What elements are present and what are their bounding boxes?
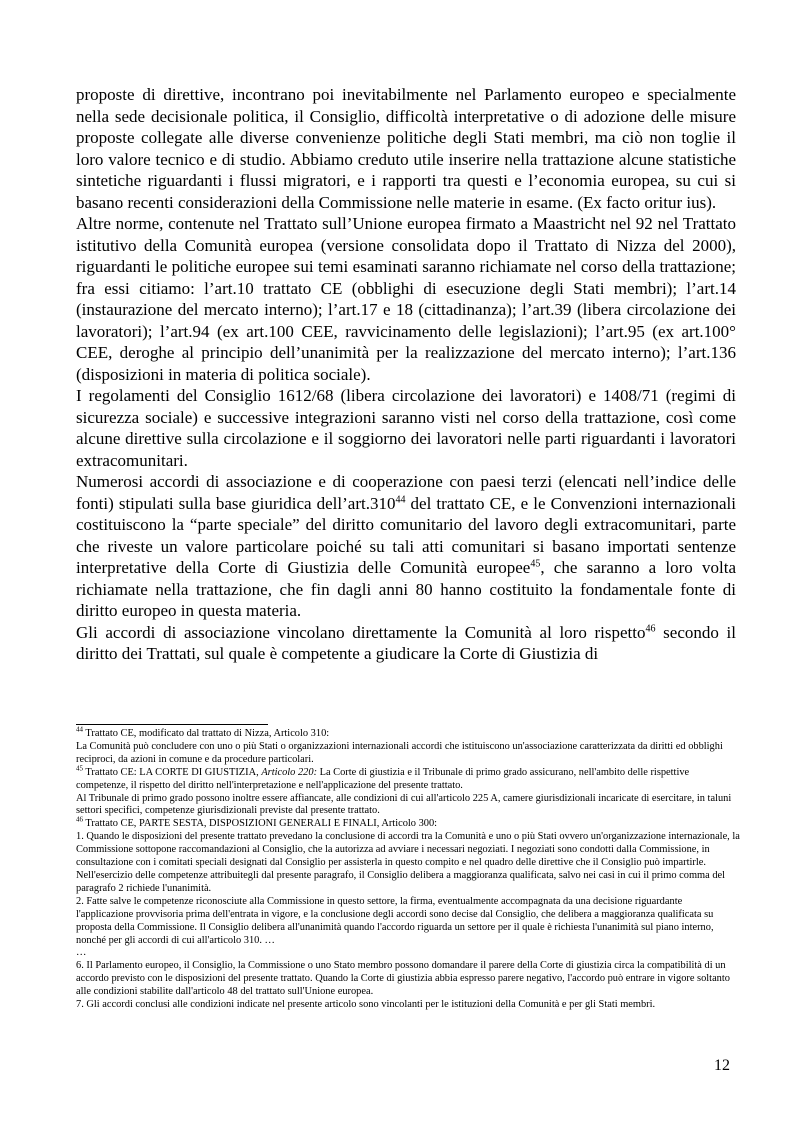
footnote-46-paragraph-2: 2. Fatte salve le competenze riconosciute alla Commissione in questo settore, la firma, eventualmente accompagnata da una decisione riguardante l'applicazione provvisoria prima dell'entrata in vigore, e la conclusione degli accordi sono decise dal Consiglio, che delibera a maggioranza qualificata su proposta della Commissione. Il Consiglio delibera all'unanimità quando l'accordo riguarda un settore per il quale è richiesta l'unanimità sul piano interno, nonché per gli accordi di cui all'articolo 310. … bbox=[76, 895, 714, 946]
paragraph-4-part-c: , che saranno a loro volta richiamate nella trattazione, che fin dagli anni 80 hanno costituito la fondamentale fonte di diritto europeo in questa materia. bbox=[76, 558, 736, 620]
paragraph-3: I regolamenti del Consiglio 1612/68 (libera circolazione dei lavoratori) e 1408/71 (regimi di sicurezza sociale) e successive integrazioni saranno visti nel corso della trattazione, così come alcune direttive sulla circolazione e il soggiorno dei lavoratori nelle parti riguardanti i lavoratori extracomunitari. bbox=[76, 386, 736, 470]
paragraph-4-part-a: Numerosi accordi di associazione e di cooperazione con paesi terzi (elencati nell’indice delle fonti) stipulati sulla base giuridica dell’art.310 bbox=[76, 472, 736, 513]
footnote-44-text: La Comunità può concludere con uno o più Stati o organizzazioni internazionali accordi che istituiscono un'associazione caratterizzata da diritti ed obblighi reciproci, da azioni in comune e da procedure particolari. bbox=[76, 740, 723, 765]
paragraph-1: proposte di direttive, incontrano poi inevitabilmente nel Parlamento europeo e specialmente nella sede decisionale politica, il Consiglio, difficoltà interpretative o di adozione delle misure proposte collegate alle diverse convenienze politiche degli Stati membri, ma ciò non toglie il loro valore tecnico e di studio. Abbiamo creduto utile inserire nella trattazione alcune statistiche sintetiche riguardanti i flussi migratori, e i rapporti tra questi e l’economia europea, su cui si basano recenti considerazioni della Commissione nelle materie in esame. (Ex facto oritur ius). bbox=[76, 85, 736, 212]
footnote-45-text: La Corte di giustizia e il Tribunale di primo grado assicurano, nell'ambito delle rispettive competenze, il rispetto del diritto nell'interpretazione e nell'applicazione del presente trattato. bbox=[76, 766, 690, 791]
footnote-46-heading: Trattato CE, PARTE SESTA, DISPOSIZIONI GENERALI E FINALI, Articolo 300: bbox=[83, 818, 438, 830]
paragraph-5-part-b: secondo il diritto dei Trattati, sul quale è competente a giudicare la Corte di Giustizia di bbox=[76, 622, 737, 663]
footnote-45-text-2: Al Tribunale di primo grado possono inoltre essere affiancate, alle condizioni di cui all'articolo 225 A, camere giurisdizionali incaricate di esercitare, in taluni settori specifici, competenze giurisdizionali previste dal presente trattato. bbox=[76, 792, 732, 817]
footnote-45-article: Articolo 220: bbox=[261, 766, 318, 778]
page-number: 12 bbox=[714, 1057, 730, 1074]
paragraph-4-part-b: del trattato CE, e le Convenzioni internazionali costituiscono la “parte speciale” del diritto comunitario del lavoro degli extracomunitari, parte che riveste un valore particolare poiché su tali atti comunitari si basano importati sentenze interpretative della Corte di Giustizia delle Comunità europee bbox=[76, 493, 736, 577]
footnote-46-title bbox=[76, 815, 740, 831]
footnote-44-number: 44 bbox=[76, 725, 83, 734]
footnote-46-number: 46 bbox=[76, 815, 83, 824]
footnote-45-number: 45 bbox=[76, 764, 83, 773]
footnote-45-heading: Trattato CE: LA CORTE DI GIUSTIZIA, bbox=[83, 766, 262, 778]
footnote-ref-45[interactable]: 45 bbox=[530, 558, 541, 570]
main-text bbox=[76, 84, 736, 665]
footnote-46-ellipsis: … bbox=[76, 947, 87, 959]
footnote-44-heading: Trattato CE, modificato dal trattato di Nizza, Articolo 310: bbox=[83, 728, 330, 739]
footnote-44-title bbox=[76, 725, 740, 741]
footnote-divider bbox=[76, 724, 268, 725]
paragraph-5-part-a: Gli accordi di associazione vincolano direttamente la Comunità al loro rispetto bbox=[76, 622, 646, 642]
paragraph-5 bbox=[76, 622, 736, 665]
footnote-46-paragraph-6: 6. Il Parlamento europeo, il Consiglio, la Commissione o uno Stato membro possono domandare il parere della Corte di giustizia circa la compatibilità di un accordo previsto con le disposizioni del presente trattato. Quando la Corte di giustizia abbia espresso parere negativo, l'accordo può entrare in vigore soltanto alle condizioni stabilite dall'articolo 48 del trattato sull'Unione europea. bbox=[76, 960, 730, 998]
footnotes bbox=[76, 725, 740, 1012]
footnote-ref-46[interactable]: 46 bbox=[645, 622, 656, 634]
paragraph-4 bbox=[76, 471, 736, 622]
footnote-ref-44[interactable]: 44 bbox=[395, 493, 406, 505]
paragraph-2: Altre norme, contenute nel Trattato sull’Unione europea firmato a Maastricht nel 92 nel Trattato istitutivo della Comunità europea (versione consolidata dopo il Trattato di Nizza del 2000), riguardanti le politiche europee sui temi esaminati saranno richiamate nel corso della trattazione; fra essi citiamo: l’art.10 trattato CE (obblighi di esecuzione degli Stati membri); l’art.14 (instaurazione del mercato interno); l’art.17 e 18 (cittadinanza); l’art.39 (libera circolazione dei lavoratori); l’art.94 (ex art.100 CEE, ravvicinamento delle legislazioni); l’art.95 (ex art.100° CEE, deroghe al principio dell’unanimità per la realizzazione del mercato interno); l’art.136 (disposizioni in materia di politica sociale). bbox=[76, 214, 736, 384]
footnote-45-title bbox=[76, 764, 740, 793]
footnote-46-paragraph-1: 1. Quando le disposizioni del presente trattato prevedano la conclusione di accordi tra la Comunità e uno o più Stati ovvero un'organizzazione internazionale, la Commissione sottopone raccomandazioni al Consiglio, che la autorizza ad avviare i necessari negoziati. I negoziati sono condotti dalla Commissione, in consultazione con i comitati speciali designati dal Consiglio per assisterla in questo compito e nel quadro delle direttive che il Consiglio può impartirle. Nell'esercizio delle competenze attribuitegli dal presente paragrafo, il Consiglio delibera a maggioranza qualificata, salvo nei casi in cui il primo comma del paragrafo 2 richiede l'unanimità. bbox=[76, 831, 740, 894]
body-text bbox=[76, 84, 736, 665]
footnote-46-paragraph-7: 7. Gli accordi conclusi alle condizioni indicate nel presente articolo sono vincolanti per le istituzioni della Comunità e per gli Stati membri. bbox=[76, 999, 656, 1011]
